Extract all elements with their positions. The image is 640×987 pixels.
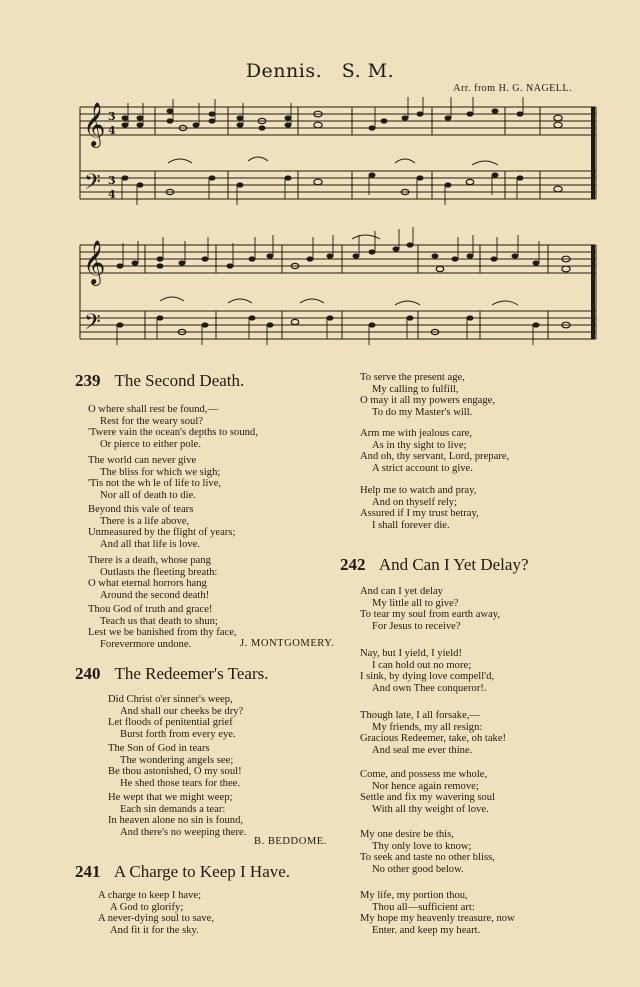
staff-lines-bass — [80, 171, 596, 199]
hymn-number: 242 — [340, 555, 366, 574]
stanza-line: The world can never give — [88, 455, 197, 466]
stanza-line: There is a death, whose pang — [88, 555, 211, 566]
stanza-line: 'Twere vain the ocean's depths to sound, — [88, 427, 258, 439]
music-system-1 — [0, 95, 640, 210]
stanza-line: My friends, my all resign: — [372, 721, 483, 733]
note-heads — [122, 108, 524, 187]
time-signature-treble: 4 — [108, 124, 116, 137]
stanza-line: And fit it for the sky. — [110, 924, 199, 936]
hymn-240-heading — [75, 664, 268, 684]
stanza-line: With all thy weight of love. — [372, 803, 489, 815]
stanza-line: Help me to watch and pray, — [360, 485, 477, 496]
hymn-number: 240 — [75, 664, 101, 683]
hymn-239-author: J. MONTGOMERY. — [240, 638, 335, 649]
bass-clef-icon: 𝄢 — [84, 310, 101, 340]
stanza-line: Thou all—sufficient art: — [372, 901, 475, 913]
stanza-line: He wept that we might weep; — [108, 792, 233, 803]
staff-lines-treble — [80, 107, 596, 135]
final-barline — [591, 107, 595, 199]
stanza-line: Nor all of death to die. — [100, 489, 196, 501]
stanza-line: Arm me with jealous care, — [360, 428, 473, 439]
stanza-line: O what eternal horrors hang — [88, 578, 207, 590]
stanza-line: To tear my soul from earth away, — [360, 609, 501, 621]
hymn-242-stanza-4 — [360, 769, 495, 815]
stanza-line: The wondering angels see; — [120, 754, 234, 766]
stanza-line: And can I yet delay — [360, 586, 443, 597]
stanza-line: My life, my portion thou, — [360, 890, 468, 901]
hymn-239-stanza-2 — [88, 455, 221, 501]
hymn-242-stanza-2 — [360, 648, 494, 694]
time-signature-bass: 3 — [108, 174, 116, 187]
hymn-239-stanza-4 — [88, 555, 217, 601]
hymn-239-heading — [75, 371, 244, 391]
hymn-240-stanza-2 — [108, 743, 242, 789]
treble-clef-icon: 𝄞 — [83, 102, 106, 146]
stanza-line: Nor hence again remove; — [372, 780, 479, 792]
stanza-line: O may it all my powers engage, — [360, 395, 496, 407]
hymn-title: And Can I Yet Delay? — [378, 555, 529, 574]
stanza-line: He shed those tears for thee. — [120, 777, 241, 789]
stanza-line: Thy only love to know; — [372, 840, 472, 852]
time-signature-bass: 4 — [108, 188, 116, 201]
stanza-line: And all that life is love. — [100, 538, 201, 550]
stanza-line: To do my Master's will. — [372, 406, 473, 418]
stanza-line: Rest for the weary soul? — [100, 415, 203, 427]
stanza-line: I sink, by dying love compell'd, — [360, 671, 495, 683]
time-signature-treble: 3 — [108, 110, 116, 123]
hymn-title: The Second Death. — [114, 371, 245, 390]
stanza-line: And own Thee conqueror!. — [372, 682, 487, 694]
stanza-line: A strict account to give. — [372, 462, 473, 474]
hymn-242-stanza-3 — [360, 710, 506, 756]
stanza-line: I shall forever die. — [372, 519, 450, 531]
stanza-line: Gracious Redeemer, take, oh take! — [360, 733, 507, 745]
stanza-line: My little all to give? — [372, 597, 459, 609]
stanza-line: Burst forth from every eye. — [120, 728, 236, 740]
stanza-line: There is a life above, — [100, 515, 190, 527]
tune-name: Dennis. — [245, 60, 323, 82]
hymn-number: 241 — [75, 862, 101, 881]
hymn-242-stanza-6 — [360, 890, 515, 936]
hymn-241-stanza-1 — [98, 890, 214, 936]
stanza-line: My calling to fulfill, — [372, 383, 459, 395]
stanza-line: I can hold out no more; — [372, 659, 472, 671]
hymn-240-stanza-3 — [108, 792, 246, 838]
stanza-line: For Jesus to receive? — [372, 620, 461, 632]
stanza-line: The bliss for which we sigh; — [100, 466, 221, 478]
stanza-line: Settle and fix my wavering soul — [360, 792, 496, 804]
stanza-line: In heaven alone no sin is found, — [108, 815, 244, 827]
stanza-line: To serve the present age, — [360, 372, 465, 383]
stanza-line: And on thyself rely; — [372, 496, 458, 508]
hymn-241-stanza-2 — [360, 372, 495, 418]
stanza-line: Around the second death! — [100, 589, 210, 601]
half-notes — [166, 111, 562, 194]
arranger-credit: Arr. from H. G. NAGELL. — [453, 83, 572, 94]
tune-meter: S. M. — [341, 60, 395, 82]
hymn-title: The Redeemer's Tears. — [114, 664, 269, 683]
stanza-line: Forevermore undone. — [100, 638, 192, 650]
treble-clef-icon: 𝄞 — [83, 240, 106, 284]
stanza-line: And there's no weeping there. — [120, 826, 247, 838]
hymn-title: A Charge to Keep I Have. — [113, 862, 291, 881]
hymn-240-author: B. BEDDOME. — [254, 836, 327, 847]
stanza-line: My one desire be this, — [360, 829, 454, 840]
slurs — [160, 235, 518, 305]
stanza-line: Teach us that death to shun; — [100, 615, 218, 627]
stanza-line: A God to glorify; — [110, 901, 184, 913]
music-system-2 — [0, 225, 640, 350]
bass-clef-icon: 𝄢 — [84, 170, 101, 200]
stanza-line: A charge to keep I have; — [98, 890, 202, 901]
hymn-number: 239 — [75, 371, 101, 390]
stanza-line: Though late, I all forsake,— — [360, 710, 481, 721]
stanza-line: O where shall rest be found,— — [88, 404, 219, 415]
hymn-239-stanza-1 — [88, 404, 258, 450]
stanza-line: 'Tis not the wh le of life to live, — [88, 478, 222, 490]
stanza-line: Let floods of penitential grief — [108, 717, 233, 729]
hymn-239-stanza-3 — [88, 504, 235, 550]
stanza-line: Be thou astonished, O my soul! — [108, 766, 242, 778]
hymn-241-heading — [75, 862, 290, 882]
final-barline — [591, 245, 595, 339]
half-notes — [178, 256, 570, 334]
hymn-241-stanza-4 — [360, 485, 479, 531]
stanza-line: A never-dying soul to save, — [98, 913, 215, 925]
hymn-239-stanza-5 — [88, 604, 237, 650]
stanza-line: Unmeasured by the flight of years; — [88, 527, 236, 539]
hymn-240-stanza-1 — [108, 694, 243, 740]
note-heads — [117, 242, 540, 327]
hymn-242-stanza-1 — [360, 586, 500, 632]
stanza-line: Beyond this vale of tears — [88, 504, 194, 515]
hymn-242-stanza-5 — [360, 829, 495, 875]
stanza-line: Each sin demands a tear: — [120, 803, 226, 815]
tune-title — [0, 60, 640, 82]
hymn-241-stanza-3 — [360, 428, 509, 474]
stanza-line: Come, and possess me whole, — [360, 769, 488, 780]
stanza-line: And oh, thy servant, Lord, prepare, — [360, 451, 510, 463]
stanza-line: Lest we be banished from thy face, — [88, 627, 237, 639]
stanza-line: Thou God of truth and grace! — [88, 604, 213, 615]
stanza-line: The Son of God in tears — [108, 743, 210, 754]
hymn-242-heading — [340, 555, 528, 575]
stanza-line: And shall our cheeks be dry? — [120, 705, 244, 717]
stanza-line: Or pierce to either pole. — [100, 438, 201, 450]
stanza-line: And seal me ever thine. — [372, 744, 473, 756]
stanza-line: Nay, but I yield, I yield! — [360, 648, 462, 659]
stanza-line: To seek and taste no other bliss, — [360, 852, 495, 864]
stanza-line: No other good below. — [372, 863, 464, 875]
stanza-line: My hope my heavenly treasure, now — [360, 913, 515, 925]
slurs — [168, 157, 498, 165]
stanza-line: Assured if I my trust betray, — [360, 508, 479, 520]
stanza-line: Outlasts the fleeting breath: — [100, 566, 218, 578]
stanza-line: Enter. and keep my heart. — [372, 924, 481, 936]
stanza-line: As in thy sight to live; — [372, 439, 467, 451]
stanza-line: Did Christ o'er sinner's weep, — [108, 694, 233, 705]
